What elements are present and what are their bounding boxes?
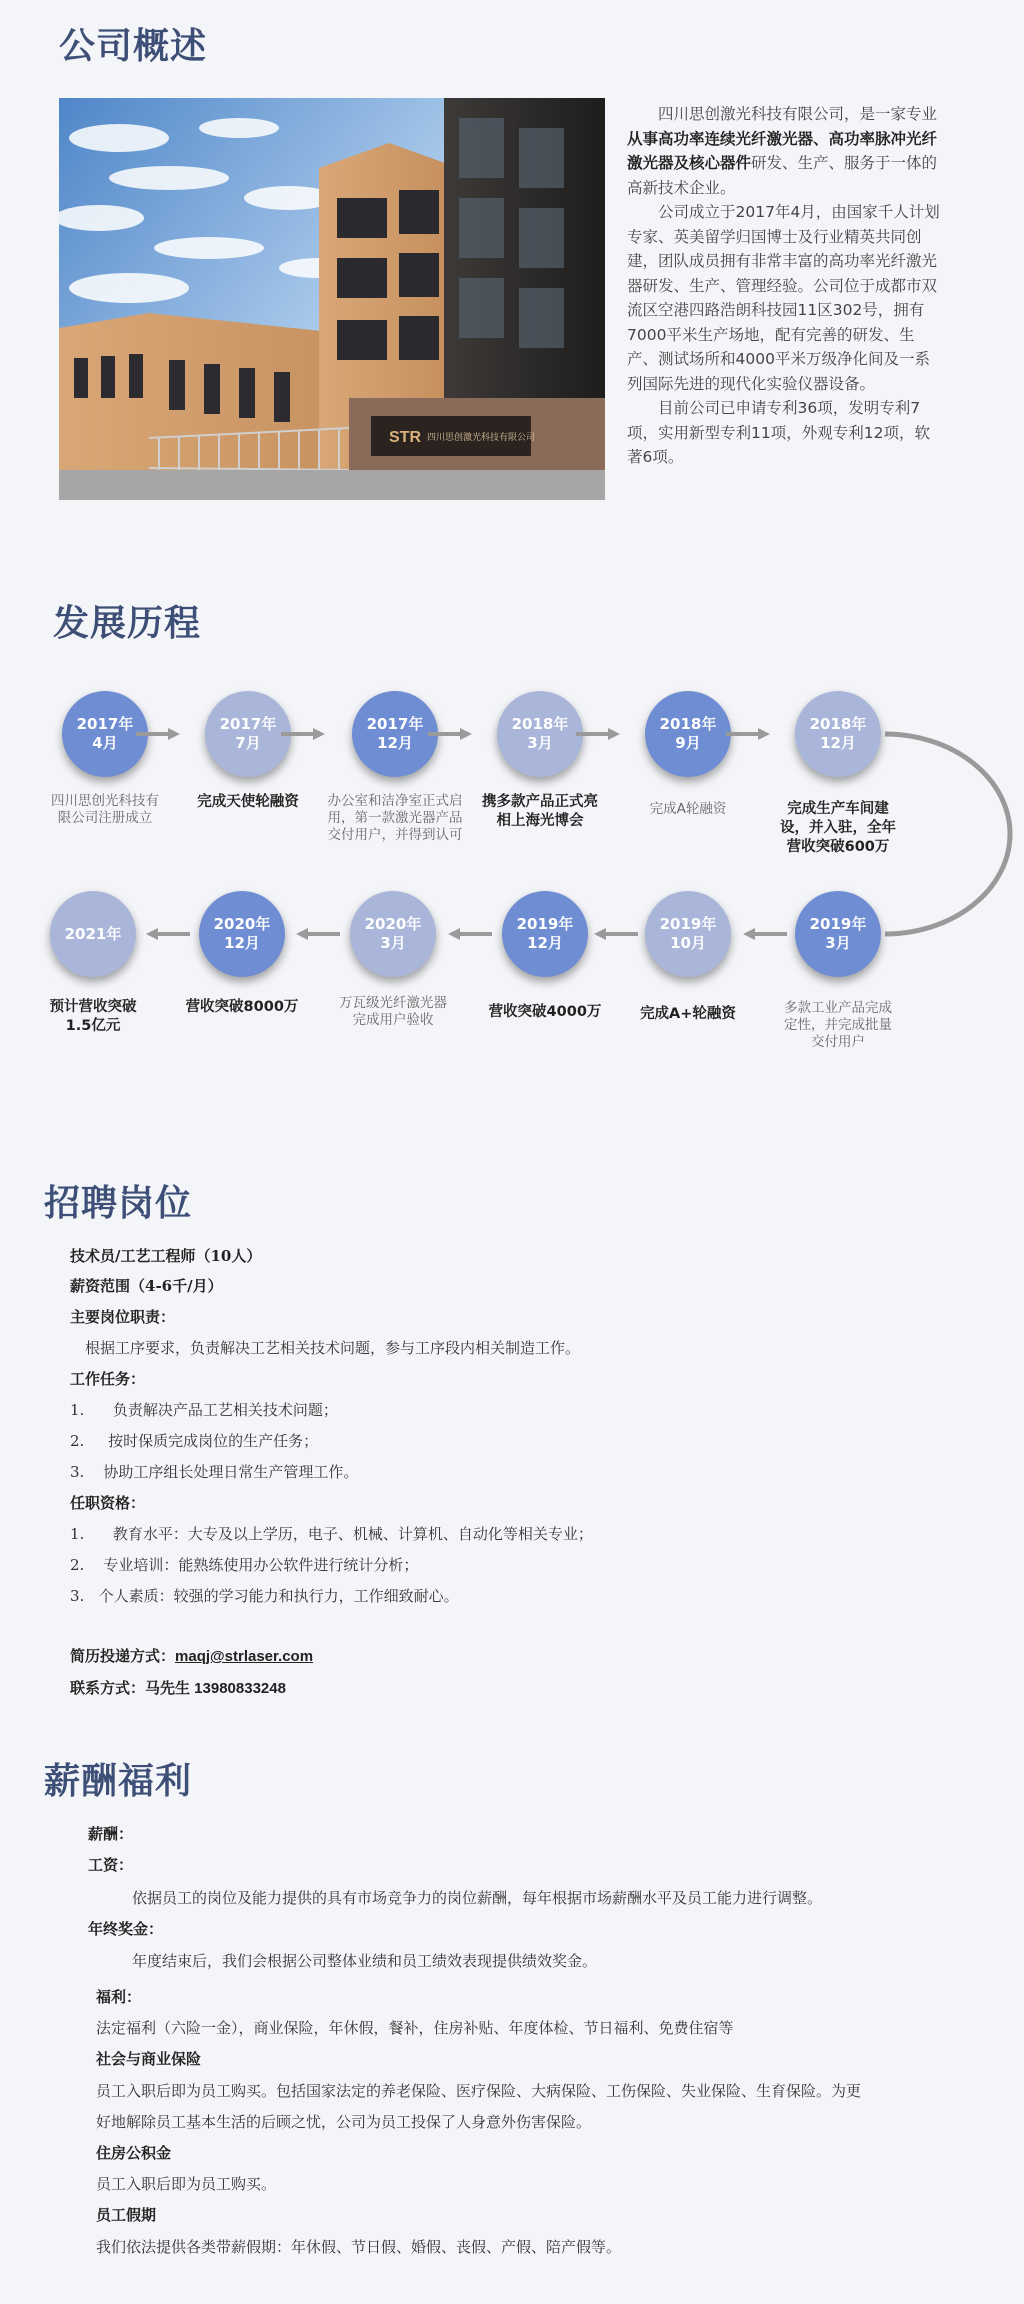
resume-row: [70, 1645, 313, 1666]
fund-text: 员工入职后即为员工购买。: [96, 2175, 277, 2193]
wage-text: 依据员工的岗位及能力提供的具有市场竞争力的岗位薪酬，每年根据市场薪酬水平及员工能力进行调整。: [132, 1889, 823, 1907]
arrow-left-icon: [296, 928, 340, 940]
node-month: 3月: [825, 934, 851, 952]
req-item: 1. 教育水平：大专及以上学历，电子、机械、计算机、自动化等相关专业；: [70, 1525, 593, 1543]
timeline-node: [352, 691, 438, 777]
node-year: 2019年: [659, 915, 717, 933]
holiday-text: 我们依法提供各类带薪假期：年休假、节日假、婚假、丧假、产假、陪产假等。: [96, 2238, 622, 2256]
wage-label: 工资：: [88, 1856, 134, 1874]
arrow-right-icon: [428, 728, 472, 740]
node-month: 3月: [527, 734, 553, 752]
contact-label: 联系方式：: [70, 1679, 146, 1697]
duty-label: 主要岗位职责：: [70, 1308, 176, 1326]
node-caption: 办公室和洁净室正式启用，第一款激光器产品交付用户，并得到认可: [327, 793, 463, 843]
pay-label: 薪酬：: [88, 1825, 134, 1843]
timeline-node: [795, 691, 881, 777]
overview-title: 公司概述: [59, 26, 208, 67]
timeline-node: [645, 891, 731, 977]
node-caption: 营收突破4000万: [488, 1004, 602, 1020]
task-item: 1. 负责解决产品工艺相关技术问题；: [70, 1401, 338, 1419]
arrow-right-icon: [726, 728, 770, 740]
arrow-left-icon: [448, 928, 492, 940]
node-year: 2017年: [76, 715, 134, 733]
welfare-text: 法定福利（六险一金），商业保险，年休假，餐补，住房补贴、年度体检、节日福利、免费住宿等: [96, 2019, 734, 2037]
node-caption: 完成天使轮融资: [197, 794, 299, 810]
timeline-node: [645, 691, 731, 777]
node-year: 2018年: [511, 715, 569, 733]
node-year: 2020年: [213, 915, 271, 933]
node-caption: 营收突破8000万: [185, 999, 299, 1015]
overview-paragraph-3: 目前公司已申请专利36项，发明专利7项，实用新型专利11项，外观专利12项，软著6项。: [627, 399, 930, 466]
node-month: 4月: [92, 734, 118, 752]
node-month: 3月: [380, 934, 406, 952]
holiday-label: 员工假期: [96, 2206, 157, 2224]
fund-label: 住房公积金: [96, 2144, 172, 2162]
task-item: 2. 按时保质完成岗位的生产任务；: [70, 1432, 319, 1450]
resume-email-link[interactable]: maqj@strlaser.com: [175, 1648, 314, 1665]
node-year: 2019年: [809, 915, 867, 933]
node-month: 12月: [527, 934, 563, 952]
node-year: 2017年: [219, 715, 277, 733]
node-caption: 完成A+轮融资: [640, 1006, 736, 1022]
overview-paragraph-2: 公司成立于2017年4月，由国家千人计划专家、英美留学归国博士及行业精英共同创建，团队成员拥有非常丰富的高功率光纤激光器研发、生产、管理经验。公司位于成都市双流区空港四路浩朗科技园11区302号，拥有7000平米生产场地，配有完善的研发、生产、测试场所和4000平米万级净化间及一系列国际先进的现代化实验仪器设备。: [627, 203, 940, 393]
insurance-text-2: 好地解除员工基本生活的后顾之忧，公司为员工投保了人身意外伤害保险。: [96, 2113, 592, 2131]
resume-label: 简历投递方式：: [70, 1647, 176, 1665]
welfare-label: 福利：: [96, 1988, 142, 2006]
insurance-label: 社会与商业保险: [96, 2050, 202, 2068]
req-label: 任职资格：: [70, 1494, 146, 1512]
task-label: 工作任务：: [70, 1370, 146, 1388]
contact-value: 马先生 13980833248: [145, 1680, 286, 1697]
node-month: 12月: [224, 934, 260, 952]
arrow-right-icon: [281, 728, 325, 740]
node-month: 7月: [235, 734, 261, 752]
node-year: 2018年: [659, 715, 717, 733]
node-month: 12月: [820, 734, 856, 752]
node-caption: 预计营收突破1.5亿元: [49, 999, 137, 1034]
timeline-node: [497, 691, 583, 777]
arrow-right-icon: [576, 728, 620, 740]
node-caption: 完成生产车间建设，并入驻，全年营收突破600万: [780, 801, 896, 855]
bonus-text: 年度结束后，我们会根据公司整体业绩和员工绩效表现提供绩效奖金。: [132, 1952, 598, 1970]
position-title: 技术员/工艺工程师（10人）: [70, 1247, 262, 1265]
node-caption: 携多款产品正式亮相上海光博会: [482, 794, 598, 829]
node-year: 2020年: [364, 915, 422, 933]
insurance-text-1: 员工入职后即为员工购买。包括国家法定的养老保险、医疗保险、大病保险、工伤保险、失业保险、生育保险。为更: [96, 2082, 862, 2100]
arrow-left-icon: [594, 928, 638, 940]
history-title: 发展历程: [53, 603, 202, 644]
node-year: 2017年: [366, 715, 424, 733]
timeline-node: [199, 891, 285, 977]
node-year: 2018年: [809, 715, 867, 733]
arrow-right-icon: [136, 728, 180, 740]
node-caption: 万瓦级光纤激光器完成用户验收: [339, 995, 447, 1028]
arrow-left-icon: [146, 928, 190, 940]
req-item: 3. 个人素质：较强的学习能力和执行力，工作细致耐心。: [70, 1587, 459, 1605]
timeline-node: [205, 691, 291, 777]
bonus-label: 年终奖金：: [88, 1920, 164, 1938]
salary-range: 薪资范围（4-6千/月）: [70, 1277, 223, 1295]
contact-row: [70, 1677, 286, 1698]
node-caption: 四川思创光科技有限公司注册成立: [51, 793, 159, 826]
node-year: 2021年: [64, 924, 122, 943]
overview-paragraph-1: 四川思创激光科技有限公司，是一家专业从事高功率连续光纤激光器、高功率脉冲光纤激光器及核心器件研发、生产、服务于一体的高新技术企业。: [627, 105, 938, 197]
recruit-title: 招聘岗位: [44, 1183, 193, 1224]
node-month: 10月: [670, 934, 706, 952]
timeline-node: [502, 891, 588, 977]
req-item: 2. 专业培训：能熟练使用办公软件进行统计分析；: [70, 1556, 419, 1574]
timeline-node: [350, 891, 436, 977]
node-caption: 完成A轮融资: [649, 801, 727, 817]
sign-text: 四川思创激光科技有限公司: [427, 433, 536, 443]
node-year: 2019年: [516, 915, 574, 933]
node-caption: 多款工业产品完成定性，并完成批量交付用户: [784, 1000, 892, 1050]
timeline-node: [50, 891, 136, 977]
task-item: 3. 协助工序组长处理日常生产管理工作。: [70, 1463, 359, 1481]
timeline-node: [795, 891, 881, 977]
node-month: 12月: [377, 734, 413, 752]
duty-text: 根据工序要求，负责解决工艺相关技术问题，参与工序段内相关制造工作。: [85, 1339, 581, 1357]
benefits-title: 薪酬福利: [44, 1761, 193, 1802]
sign-logo: STR: [389, 429, 421, 446]
node-month: 9月: [675, 734, 701, 752]
arrow-left-icon: [743, 928, 787, 940]
